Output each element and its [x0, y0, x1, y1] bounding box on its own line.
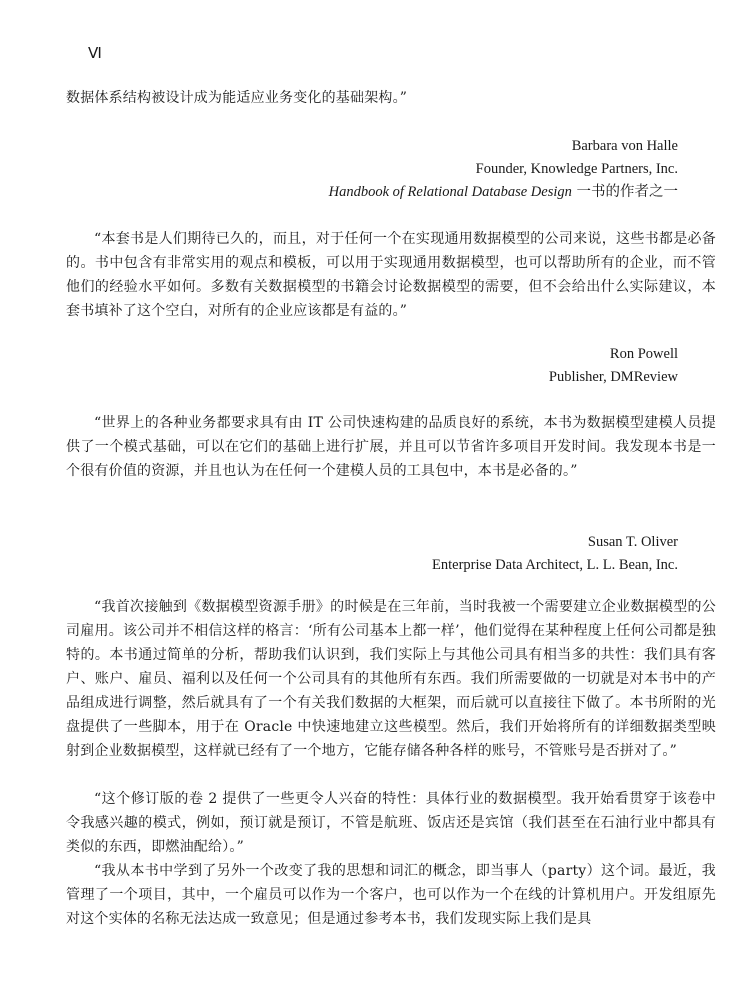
quote-paragraph-3: “世界上的各种业务都要求具有由 IT 公司快速构建的品质良好的系统，本书为数据模型建模人员提供了一个模式基础，可以在它们的基础上进行扩展，并且可以节省许多项目开发时间。我发现本书是一个很有价值的资源，并且也认为在任何一个建模人员的工具包中，本书是必备的。” — [66, 415, 716, 479]
attribution-name: Ron Powell — [609, 346, 678, 362]
quote-paragraph-4c: “我从本书中学到了另外一个改变了我的思想和词汇的概念，即当事人（party）这个词。最近，我管理了一个项目，其中，一个雇员可以作为一个客户，也可以作为一个在线的计算机用户。开发组原先对这个实体的名称无法达成一致意见；但是通过参考本书，我们发现实际上我们是具 — [66, 863, 716, 927]
attribution-title: Enterprise Data Architect, L. L. Bean, Inc. — [432, 557, 678, 573]
attribution-book — [329, 181, 678, 204]
book-title: Handbook of Relational Database Design — [328, 184, 572, 200]
quote-paragraph-4a: “我首次接触到《数据模型资源手册》的时候是在三年前，当时我被一个需要建立企业数据模型的公司雇用。该公司并不相信这样的格言：‘所有公司基本上都一样’，他们觉得在某种程度上任何公司都是独特的。本书通过简单的分析，帮助我们认识到，我们实际上与其他公司具有相当多的共性：我们具有客户、账户、雇员、福利以及任何一个公司具有的其他所有东西。我们所需要做的一切就是对本书中的产品组成进行调整，然后就具有了一个有关我们数据的大框架，而后就可以直接往下做了。本书所附的光盘提供了一些脚本，用于在 Oracle 中快速地建立这些模型。然后，我们开始将所有的详细数据类型映射到企业数据模型，这样就已经有了一个地方，它能存储各种各样的账号，不管账号是否拼对了。” — [66, 599, 716, 759]
quote-paragraph-4b: “这个修订版的卷 2 提供了一些更令人兴奋的特性：具体行业的数据模型。我开始看贯穿于该卷中令我感兴趣的模式，例如，预订就是预订，不管是航班、饭店还是宾馆（我们甚至在石油行业中都具有类似的东西，即燃油配给）。” — [66, 791, 716, 855]
attribution-name: Barbara von Halle — [571, 138, 678, 154]
attribution-oliver — [432, 531, 678, 577]
attribution-title: Publisher, DMReview — [548, 369, 678, 385]
attribution-halle — [329, 135, 678, 204]
attribution-name: Susan T. Oliver — [587, 534, 678, 550]
attribution-powell — [549, 343, 678, 389]
page-number: Ⅵ — [88, 46, 102, 62]
book-suffix: 一书的作者之一 — [571, 184, 678, 200]
quote-paragraph-2: “本套书是人们期待已久的，而且，对于任何一个在实现通用数据模型的公司来说，这些书都是必备的。书中包含有非常实用的观点和模板，可以用于实现通用数据模型，也可以帮助所有的企业，而不管他们的经验水平如何。多数有关数据模型的书籍会讨论数据模型的需要，但不会给出什么实际建议，本套书填补了这个空白，对所有的企业应该都是有益的。” — [66, 231, 716, 319]
opening-line: 数据体系结构被设计成为能适应业务变化的基础架构。” — [66, 90, 408, 106]
attribution-title: Founder, Knowledge Partners, Inc. — [475, 161, 678, 177]
